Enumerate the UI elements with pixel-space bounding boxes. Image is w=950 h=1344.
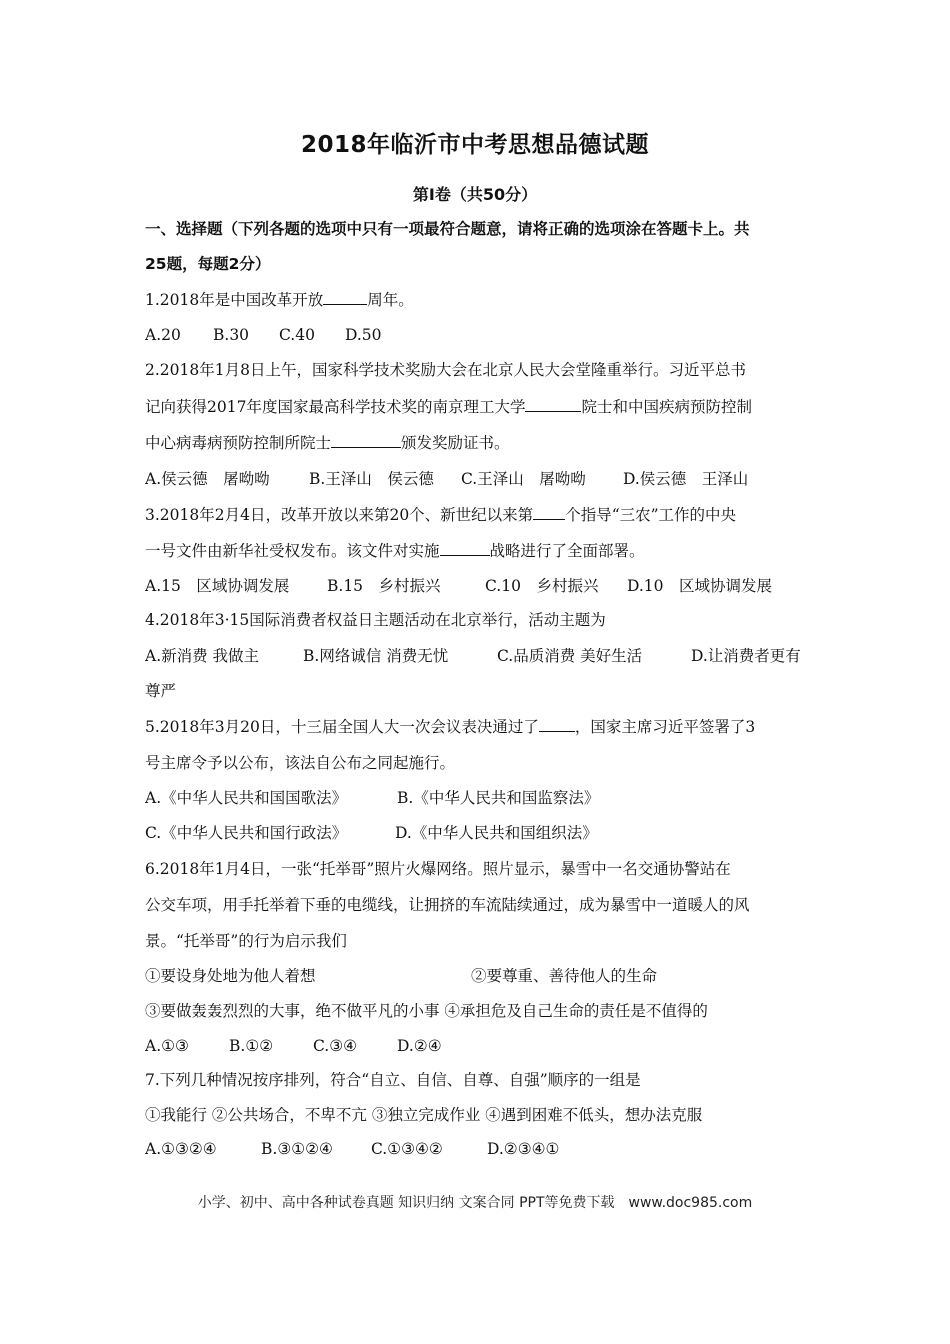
option-a: A.①③ [145, 1037, 189, 1055]
question-6-line1: 6.2018年1月4日，一张“托举哥”照片火爆网络。照片显示，暴雪中一名交通协警站在 [145, 860, 731, 878]
question-6-line3: 景。“托举哥”的行为启示我们 [145, 932, 347, 950]
question-4-options [145, 645, 815, 667]
statement-1: ①要设身处地为他人着想 [145, 967, 316, 985]
option-d: D.侯云德 王泽山 [623, 470, 749, 488]
question-4-option-d-continued: 尊严 [145, 682, 177, 700]
option-d: D.②④ [397, 1037, 442, 1055]
answer-blank [331, 432, 401, 448]
page-title: 2018年临沂市中考思想品德试题 [300, 132, 649, 158]
question-7-options [145, 1138, 815, 1160]
option-c: C.①③④② [371, 1140, 443, 1158]
option-d: D.10 区域协调发展 [627, 577, 773, 595]
section-subtitle: 第Ⅰ卷（共50分） [412, 185, 538, 204]
question-6-statements-12 [145, 965, 815, 987]
question-7-line1: 7.下列几种情况按序排列，符合“自立、自信、自尊、自强”顺序的一组是 [145, 1071, 641, 1089]
option-b: B.①② [229, 1037, 274, 1055]
option-a: A.15 区域协调发展 [145, 577, 290, 595]
option-a: A.20 [145, 326, 181, 344]
option-b: B.③①②④ [261, 1140, 333, 1158]
question-2-line3: 中心病毒病预防控制所院士 颁发奖励证书。 [145, 434, 510, 452]
question-4-line1: 4.2018年3·15国际消费者权益日主题活动在北京举行，活动主题为 [145, 611, 606, 629]
question-6-line2: 公交车项，用手托举着下垂的电缆线，让拥挤的车流陆续通过，成为暴雪中一道暖人的风 [145, 896, 750, 914]
option-b: B.网络诚信 消费无忧 [303, 647, 449, 665]
question-2-options [145, 468, 815, 490]
question-3-options [145, 575, 815, 597]
option-a: A.新消费 我做主 [145, 647, 260, 665]
option-a: A.《中华人民共和国国歌法》 [145, 789, 348, 807]
section-instructions-line1: 一、选择题（下列各题的选项中只有一项最符合题意，请将正确的选项涂在答题卡上。共 [145, 220, 750, 238]
option-c: C.40 [279, 326, 315, 344]
option-d: D.让消费者更有 [691, 647, 801, 665]
option-c: C.王泽山 屠呦呦 [461, 470, 586, 488]
option-d: D.50 [345, 326, 382, 344]
statement-2: ②要尊重、善待他人的生命 [471, 967, 658, 985]
option-b: B.《中华人民共和国监察法》 [397, 789, 600, 807]
answer-blank [533, 504, 565, 520]
question-5-line2: 号主席令予以公布，该法自公布之同起施行。 [145, 754, 456, 772]
option-c: C.③④ [313, 1037, 358, 1055]
question-1-options [145, 324, 815, 346]
option-c: C.《中华人民共和国行政法》 [145, 824, 348, 842]
option-a: A.侯云德 屠呦呦 [145, 470, 270, 488]
option-d: D.②③④① [487, 1140, 560, 1158]
option-d: D.《中华人民共和国组织法》 [395, 824, 598, 842]
answer-blank [525, 396, 581, 412]
answer-blank [323, 289, 367, 305]
question-3-line2: 一号文件由新华社受权发布。该文件对实施 战略进行了全面部署。 [145, 542, 645, 560]
option-c: C.品质消费 美好生活 [497, 647, 643, 665]
question-3-line1: 3.2018年2月4日，改革开放以来第20个、新世纪以来第 个指导“三农”工作的中央 [145, 506, 737, 524]
page-footer: 小学、初中、高中各种试卷真题 知识归纳 文案合同 PPT等免费下载 www.doc985.com [197, 1195, 753, 1211]
question-5-options-cd [145, 822, 815, 844]
answer-blank [539, 716, 575, 732]
answer-blank [440, 540, 490, 556]
question-6-statements-34: ③要做轰轰烈烈的大事，绝不做平凡的小事 ④承担危及自己生命的责任是不值得的 [145, 1002, 708, 1020]
option-c: C.10 乡村振兴 [485, 577, 599, 595]
question-5-line1: 5.2018年3月20日，十三届全国人大一次会议表决通过了 ，国家主席习近平签署了3 [145, 718, 756, 736]
question-5-options-ab [145, 787, 815, 809]
section-instructions-line2: 25题，每题2分） [145, 255, 271, 273]
question-2-line2: 记向获得2017年度国家最高科学技术奖的南京理工大学 院士和中国疾病预防控制 [145, 398, 752, 416]
option-b: B.15 乡村振兴 [327, 577, 441, 595]
question-1: 1.2018年是中国改革开放 周年。 [145, 291, 414, 309]
question-7-line2: ①我能行 ②公共场合，不卑不亢 ③独立完成作业 ④遇到困难不低头，想办法克服 [145, 1106, 703, 1124]
option-b: B.王泽山 侯云德 [309, 470, 434, 488]
option-a: A.①③②④ [145, 1140, 217, 1158]
question-2-line1: 2.2018年1月8日上午，国家科学技术奖励大会在北京人民大会堂隆重举行。习近平总书 [145, 361, 746, 379]
option-b: B.30 [213, 326, 250, 344]
question-6-options [145, 1035, 815, 1057]
